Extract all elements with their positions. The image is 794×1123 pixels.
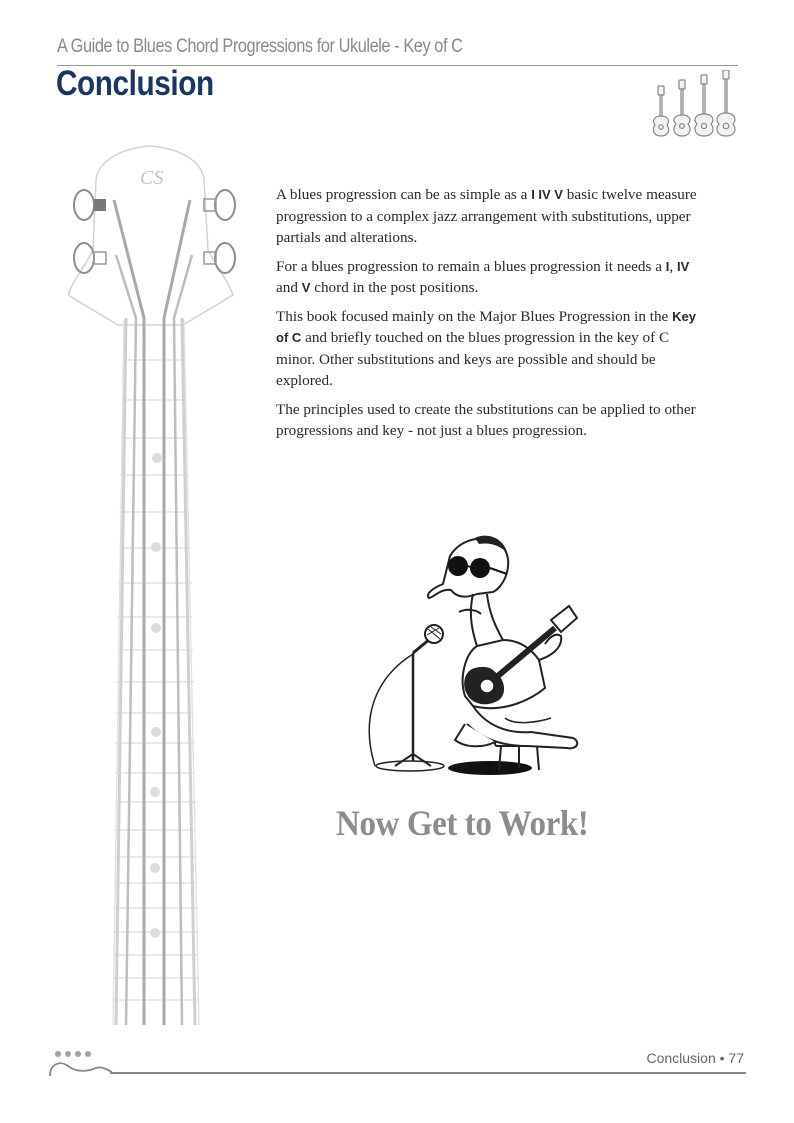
ukulele-icon	[717, 70, 735, 136]
page-title: Conclusion	[56, 64, 214, 103]
paragraph-3: This book focused mainly on the Major Blues Progression in the Key of C and briefly touched on the blues progression in the key of C minor. Other substitutions and keys are possible and should be explored.	[276, 307, 696, 389]
page-number: 77	[728, 1050, 744, 1066]
footer-separator: •	[719, 1050, 725, 1066]
ukulele-icon	[695, 75, 713, 136]
paragraph-4: The principles used to create the substitutions can be applied to other progressions and key - not just a blues progression.	[276, 400, 696, 439]
paragraph-1: A blues progression can be as simple as a I IV V basic twelve measure progression to a complex jazz arrangement with substitutions, upper partials and alterations.	[276, 186, 697, 246]
paragraph-2: For a blues progression to remain a blues progression it needs a I, IV and V chord in the post positions.	[276, 257, 690, 296]
neck-logo: CS	[140, 167, 164, 189]
book-title: A Guide to Blues Chord Progressions for Ukulele - Key of C	[57, 36, 463, 57]
ukulele-icon	[674, 80, 690, 136]
page-footer	[646, 1050, 744, 1066]
ukulele-neck-illustration	[68, 140, 248, 1030]
fret-markers	[150, 453, 162, 938]
ukulele-icon	[653, 86, 668, 136]
footer-ornament	[46, 1046, 116, 1080]
ukulele-icons	[648, 70, 740, 138]
conclusion-text	[276, 184, 706, 449]
guitarist-cartoon	[355, 528, 595, 778]
footer-section: Conclusion	[646, 1050, 716, 1066]
footer-divider	[110, 1072, 746, 1074]
microphone-icon	[395, 625, 443, 766]
slogan-heading: Now Get to Work!	[336, 803, 589, 843]
